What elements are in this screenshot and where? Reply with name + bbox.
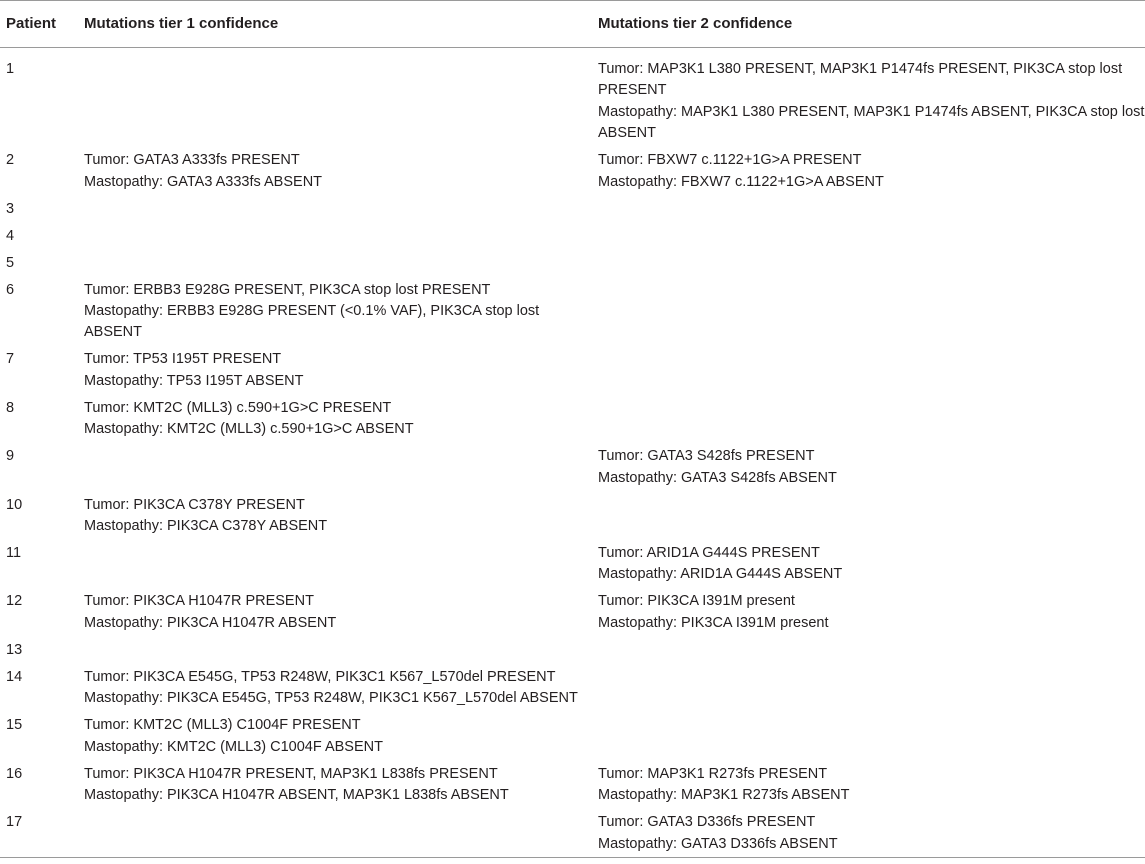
tier2-line: Mastopathy: MAP3K1 L380 PRESENT, MAP3K1 P1474fs ABSENT, PIK3CA stop lost ABSENT [598,103,1145,142]
table-row [0,591,1145,639]
tier1-cell [78,543,592,591]
tier1-line: Mastopathy: KMT2C (MLL3) c.590+1G>C ABSENT [84,421,414,438]
table-row [0,48,1145,151]
tier2-cell [592,812,1145,857]
tier1-line: Tumor: GATA3 A333fs PRESENT [84,152,300,169]
tier2-cell [592,253,1145,280]
tier2-cell [592,667,1145,715]
tier1-line: Mastopathy: GATA3 A333fs ABSENT [84,173,323,190]
tier2-cell [592,150,1145,198]
tier1-line: Tumor: ERBB3 E928G PRESENT, PIK3CA stop lost PRESENT [84,281,491,298]
table-row [0,715,1145,763]
patient-cell: 2 [6,152,15,169]
tier2-cell [592,715,1145,763]
tier2-line: Tumor: GATA3 S428fs PRESENT [598,448,815,465]
tier2-line: Tumor: ARID1A G444S PRESENT [598,545,820,562]
tier2-line: Mastopathy: PIK3CA I391M present [598,614,829,631]
tier1-line: Mastopathy: PIK3CA C378Y ABSENT [84,518,328,535]
patient-cell: 16 [6,765,23,782]
tier1-line: Tumor: TP53 I195T PRESENT [84,351,282,368]
table-row [0,253,1145,280]
tier1-line: Mastopathy: TP53 I195T ABSENT [84,372,304,389]
tier2-cell [592,591,1145,639]
tier2-line: Mastopathy: ARID1A G444S ABSENT [598,566,843,583]
patient-cell: 3 [6,200,15,217]
patient-cell: 17 [0,812,78,857]
tier1-cell [78,446,592,494]
tier1-cell [78,591,592,639]
table-row [0,150,1145,198]
tier1-line: Tumor: PIK3CA C378Y PRESENT [84,496,305,513]
tier2-cell [592,446,1145,494]
table-row [0,349,1145,397]
tier2-line: Tumor: MAP3K1 L380 PRESENT, MAP3K1 P1474fs PRESENT, PIK3CA stop lost PRESENT [598,61,1123,99]
patient-cell: 9 [6,448,15,465]
table-row [0,543,1145,591]
tier2-cell [592,495,1145,543]
tier2-cell [592,543,1145,591]
tier1-cell [78,150,592,198]
table-row [0,640,1145,667]
header-tier2: Mutations tier 2 confidence [592,1,1145,48]
tier1-line: Tumor: PIK3CA E545G, TP53 R248W, PIK3C1 K567_L570del PRESENT [84,668,556,685]
patient-cell: 12 [6,593,23,610]
tier1-line: Tumor: KMT2C (MLL3) c.590+1G>C PRESENT [84,399,392,416]
table-row [0,226,1145,253]
tier1-line: Mastopathy: PIK3CA E545G, TP53 R248W, PIK3C1 K567_L570del ABSENT [84,690,578,707]
tier1-line: Tumor: KMT2C (MLL3) C1004F PRESENT [84,717,361,734]
tier2-cell [592,280,1145,350]
tier2-line: Mastopathy: FBXW7 c.1122+1G>A ABSENT [598,173,884,190]
table-body [0,48,1145,858]
tier1-cell [78,199,592,226]
header-tier1: Mutations tier 1 confidence [78,1,592,48]
tier1-cell [78,812,592,857]
table-header [0,1,1145,48]
patient-cell: 1 [6,61,15,77]
tier1-cell [78,226,592,253]
tier1-cell [78,640,592,667]
tier1-cell [78,280,592,350]
tier2-cell [592,199,1145,226]
patient-cell: 10 [6,496,23,513]
patient-cell: 5 [6,254,15,271]
tier2-line: Mastopathy: GATA3 S428fs ABSENT [598,469,837,486]
tier2-cell [592,226,1145,253]
patient-cell: 15 [6,717,23,734]
table-row [0,812,1145,857]
patient-cell: 4 [6,227,15,244]
tier1-line: Tumor: PIK3CA H1047R PRESENT, MAP3K1 L838fs PRESENT [84,765,498,782]
tier2-line: Tumor: GATA3 D336fs PRESENT [598,814,816,831]
tier2-line: Mastopathy: MAP3K1 R273fs ABSENT [598,787,850,804]
tier1-cell [78,253,592,280]
patient-cell: 7 [6,351,15,368]
header-patient: Patient [0,1,78,48]
tier1-cell [78,398,592,446]
table-row [0,446,1145,494]
tier2-cell [592,764,1145,812]
tier1-line: Mastopathy: ERBB3 E928G PRESENT (<0.1% VAF), PIK3CA stop lost ABSENT [84,303,540,341]
header-row [0,1,1145,48]
tier2-line: Tumor: PIK3CA I391M present [598,593,795,610]
patient-cell: 14 [6,668,23,685]
tier1-cell [78,495,592,543]
patient-cell: 8 [6,399,15,416]
tier1-line: Tumor: PIK3CA H1047R PRESENT [84,593,314,610]
tier2-line: Tumor: MAP3K1 R273fs PRESENT [598,765,828,782]
tier2-cell [592,640,1145,667]
table-row [0,495,1145,543]
tier1-line: Mastopathy: KMT2C (MLL3) C1004F ABSENT [84,738,383,755]
tier2-line: Tumor: FBXW7 c.1122+1G>A PRESENT [598,152,862,169]
table-row [0,398,1145,446]
tier1-cell [78,764,592,812]
tier1-cell [78,349,592,397]
tier2-cell [592,398,1145,446]
patient-cell: 13 [6,641,23,658]
table-row [0,764,1145,812]
tier1-cell [78,667,592,715]
tier1-line: Mastopathy: PIK3CA H1047R ABSENT, MAP3K1 L838fs ABSENT [84,787,509,804]
tier1-cell [78,48,592,151]
tier1-line: Mastopathy: PIK3CA H1047R ABSENT [84,614,337,631]
table-row [0,280,1145,350]
tier2-cell [592,48,1145,151]
tier2-cell [592,349,1145,397]
patient-cell: 11 [6,545,22,562]
table-row [0,667,1145,715]
tier2-line: Mastopathy: GATA3 D336fs ABSENT [598,835,838,852]
tier1-cell [78,715,592,763]
patient-cell: 6 [6,281,15,298]
table-row [0,199,1145,226]
